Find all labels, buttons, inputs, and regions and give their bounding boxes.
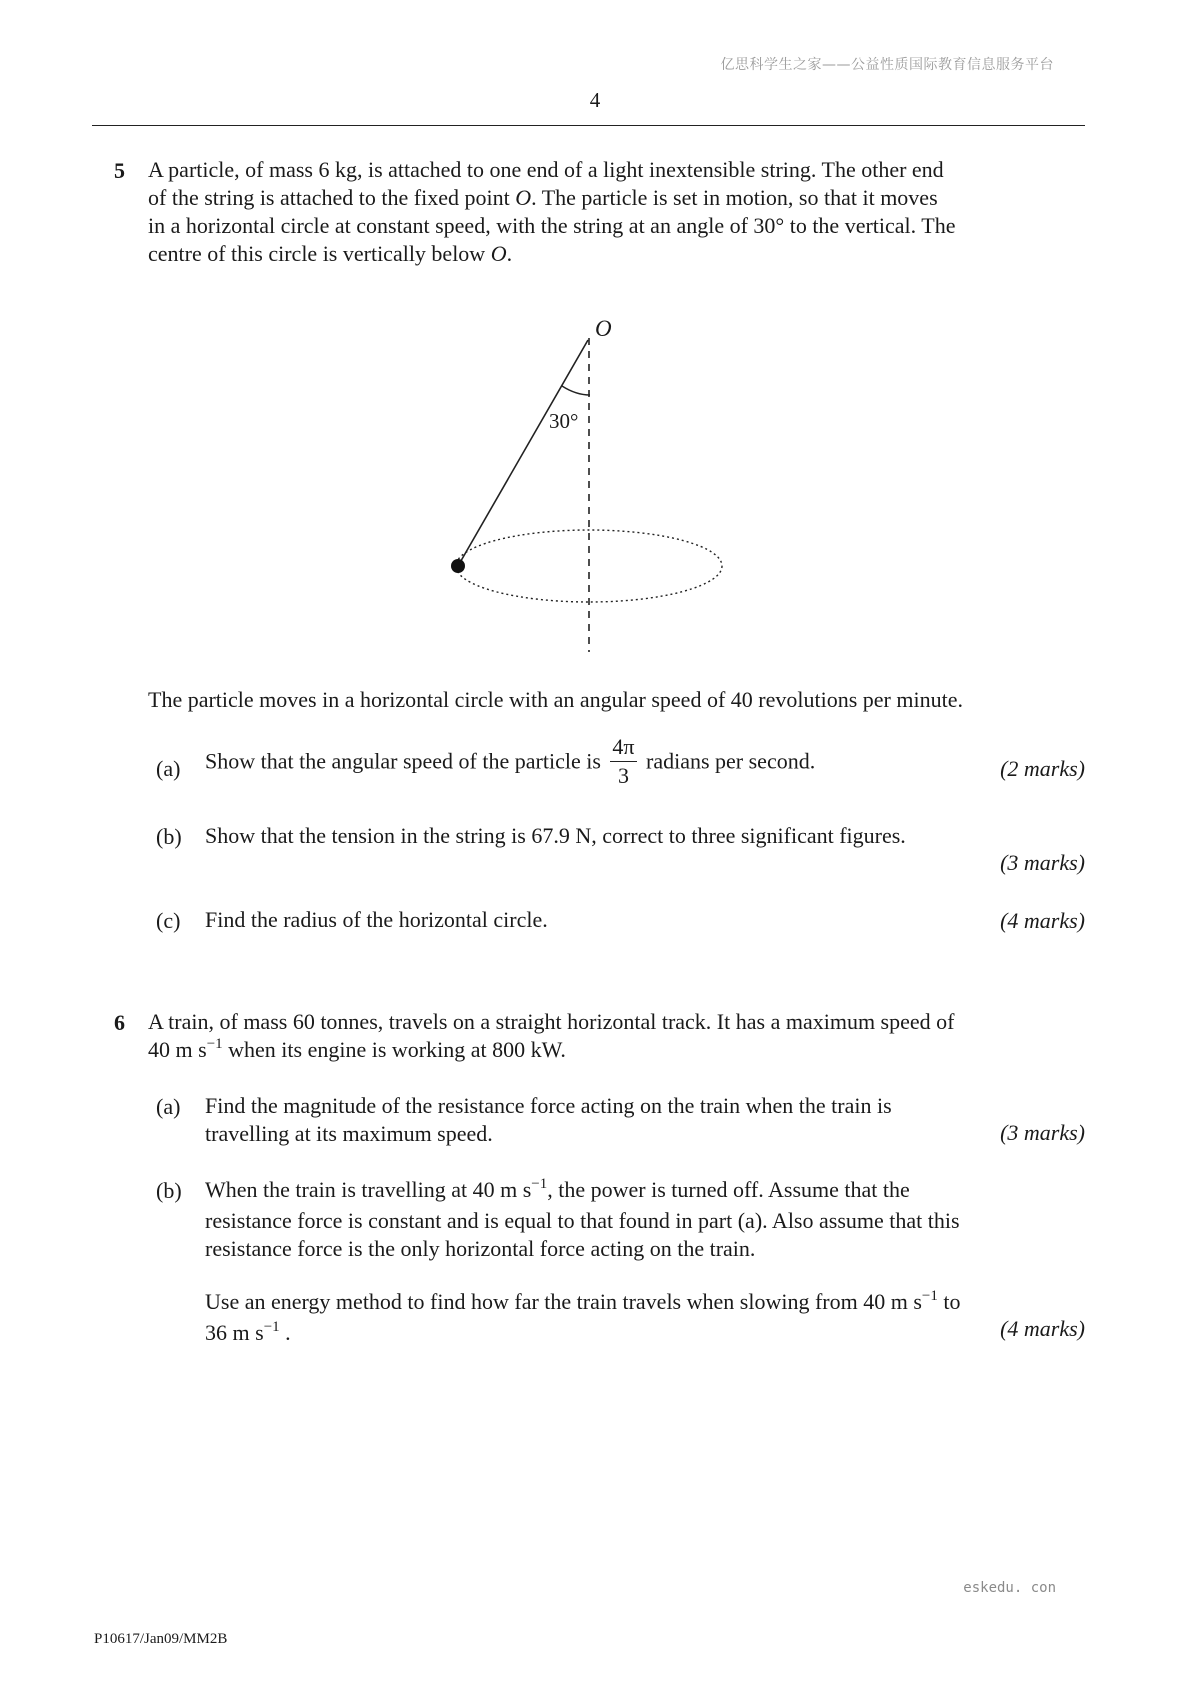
q6b-line-3: resistance force is the only horizontal force acting on the train. [205, 1236, 756, 1261]
q6-intro-line-2: 40 m $s^{-1}$ when its engine is working at 800 kW. [148, 1036, 566, 1062]
footer-watermark: eskedu. con [963, 1580, 1056, 1596]
q5-intro-line-2: of the string is attached to the fixed point O. The particle is set in motion, so that it moves [148, 185, 938, 210]
question-5-number: 5 [114, 158, 125, 183]
q5-part-b-marks: (3 marks) [1000, 850, 1085, 875]
diagram-angle-label: 30° [549, 409, 579, 433]
q6b-line-5: 36 m $s^{-1}$ . [205, 1319, 291, 1345]
page-number: 4 [589, 88, 601, 112]
q5-intro-line-4: centre of this circle is vertically below O. [148, 241, 513, 266]
q6b-line-1: When the train is travelling at 40 m $s^{-1}$, the power is turned off. Assume that the [205, 1176, 910, 1202]
point-o-label: O [515, 185, 532, 210]
q5-part-c-label: (c) [156, 908, 181, 933]
q6-part-b-instruction [205, 1288, 960, 1350]
q6-part-a-text: Find the magnitude of the resistance force acting on the train when the train is travelling at its maximum speed. [205, 1093, 892, 1146]
q5-part-b-label: (b) [156, 824, 182, 849]
q6b-line-4: Use an energy method to find how far the train travels when slowing from 40 m $s^{-1}$ to [205, 1288, 961, 1314]
question-5-statement: The particle moves in a horizontal circle with an angular speed of 40 revolutions per minute. [148, 687, 963, 712]
q6-part-a-marks: (3 marks) [1000, 1120, 1085, 1145]
q6-intro-line-1: A train, of mass 60 tonnes, travels on a straight horizontal track. It has a maximum speed of [148, 1009, 955, 1034]
q6-part-a-label: (a) [156, 1094, 181, 1119]
question-6-intro [148, 1008, 954, 1067]
conical-pendulum-diagram [420, 300, 740, 660]
q5-intro-line-3: in a horizontal circle at constant speed, with the string at an angle of 30° to the vertical. The [148, 213, 956, 238]
q5-part-a-marks: (2 marks) [1000, 756, 1085, 781]
angular-speed-fraction: $\frac{4\pi}{3}$ [612, 734, 635, 788]
q6b-line-2: resistance force is constant and is equal to that found in part (a). Also assume that this [205, 1208, 960, 1233]
question-5-intro [148, 156, 955, 268]
q5-part-a-label: (a) [156, 756, 181, 781]
string-line [458, 340, 588, 566]
angle-arc [562, 386, 590, 395]
q5-part-b-text: Show that the tension in the string is 67.9 N, correct to three significant figures. [205, 823, 906, 848]
q6-part-b-text [205, 1176, 960, 1263]
point-o-label-2: O [490, 241, 507, 266]
q5-part-a-text: Show that the angular speed of the particle is $\frac{4\pi}{3}$ radians per second. [205, 734, 816, 788]
paper-code: P10617/Jan09/MM2B [94, 1631, 228, 1647]
particle [451, 559, 465, 573]
diagram-point-o-label: O [595, 316, 612, 341]
question-6-number: 6 [114, 1010, 125, 1035]
header-watermark: 亿思科学生之家——公益性质国际教育信息服务平台 [720, 57, 1054, 73]
q5-intro-line-1: A particle, of mass 6 kg, is attached to one end of a light inextensible string. The other end [148, 157, 944, 182]
q6-part-b-label: (b) [156, 1178, 182, 1203]
q5-part-c-text: Find the radius of the horizontal circle. [205, 907, 548, 932]
q5-part-c-marks: (4 marks) [1000, 908, 1085, 933]
q6-part-b-marks: (4 marks) [1000, 1316, 1085, 1341]
header-rule [92, 125, 1085, 126]
